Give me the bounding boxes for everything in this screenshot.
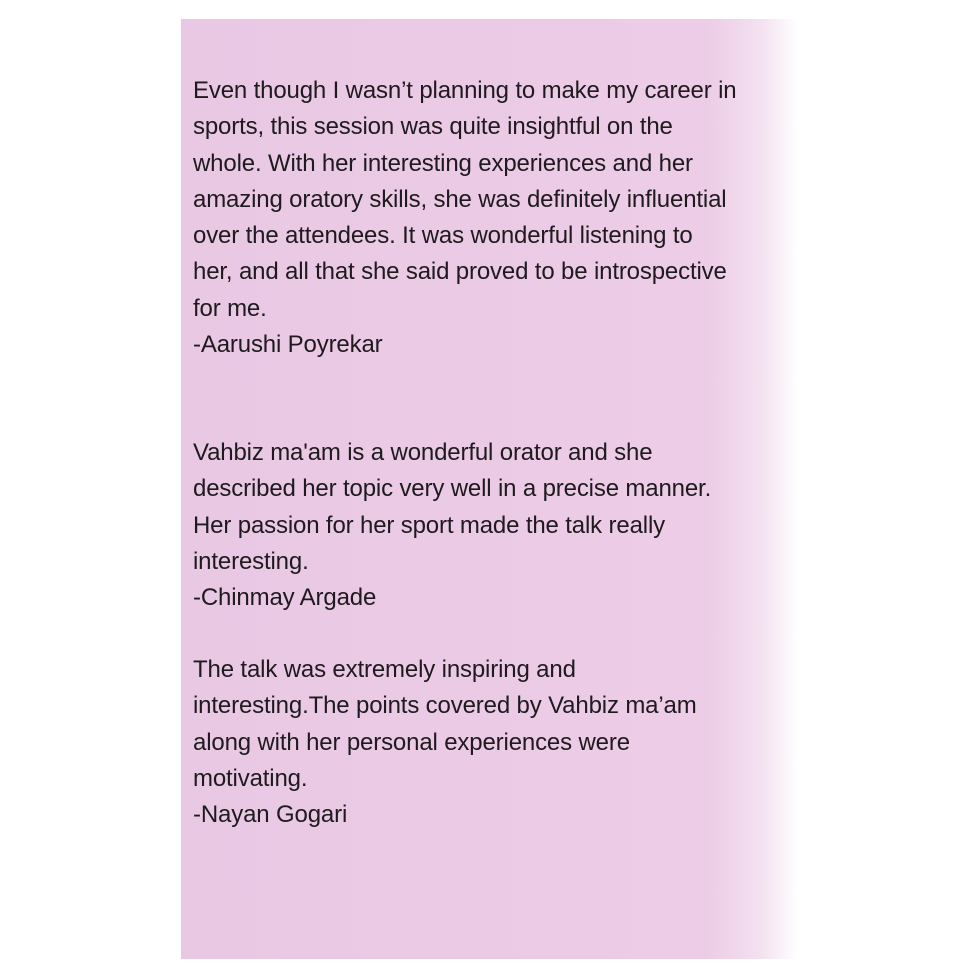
testimonial-line: motivating. xyxy=(193,764,308,792)
testimonial-chinmay xyxy=(193,435,803,616)
testimonial-line: her, and all that she said proved to be introspective xyxy=(193,258,727,286)
testimonial-line: along with her personal experiences were xyxy=(193,728,630,756)
testimonial-nayan xyxy=(193,652,803,833)
testimonial-line: interesting.The points covered by Vahbiz ma’am xyxy=(193,692,697,720)
testimonial-line: Vahbiz ma'am is a wonderful orator and she xyxy=(193,439,653,466)
testimonial-line: Even though I wasn’t planning to make my career in xyxy=(193,77,737,104)
testimonial-author: -Chinmay Argade xyxy=(193,584,377,612)
testimonial-line: whole. With her interesting experiences and her xyxy=(193,149,693,177)
testimonial-author: -Nayan Gogari xyxy=(193,801,348,829)
testimonial-line: over the attendees. It was wonderful listening to xyxy=(193,222,693,250)
testimonial-line: Her passion for her sport made the talk really xyxy=(193,511,665,539)
testimonial-line: for me. xyxy=(193,294,267,322)
testimonial-line: The talk was extremely inspiring and xyxy=(193,656,576,683)
testimonial-line: described her topic very well in a precise manner. xyxy=(193,475,712,503)
testimonial-aarushi xyxy=(193,73,803,363)
testimonial-author: -Aarushi Poyrekar xyxy=(193,331,383,359)
testimonial-line: sports, this session was quite insightful on the xyxy=(193,113,673,141)
testimonial-line: interesting. xyxy=(193,547,309,575)
testimonial-line: amazing oratory skills, she was definitely influential xyxy=(193,185,727,213)
